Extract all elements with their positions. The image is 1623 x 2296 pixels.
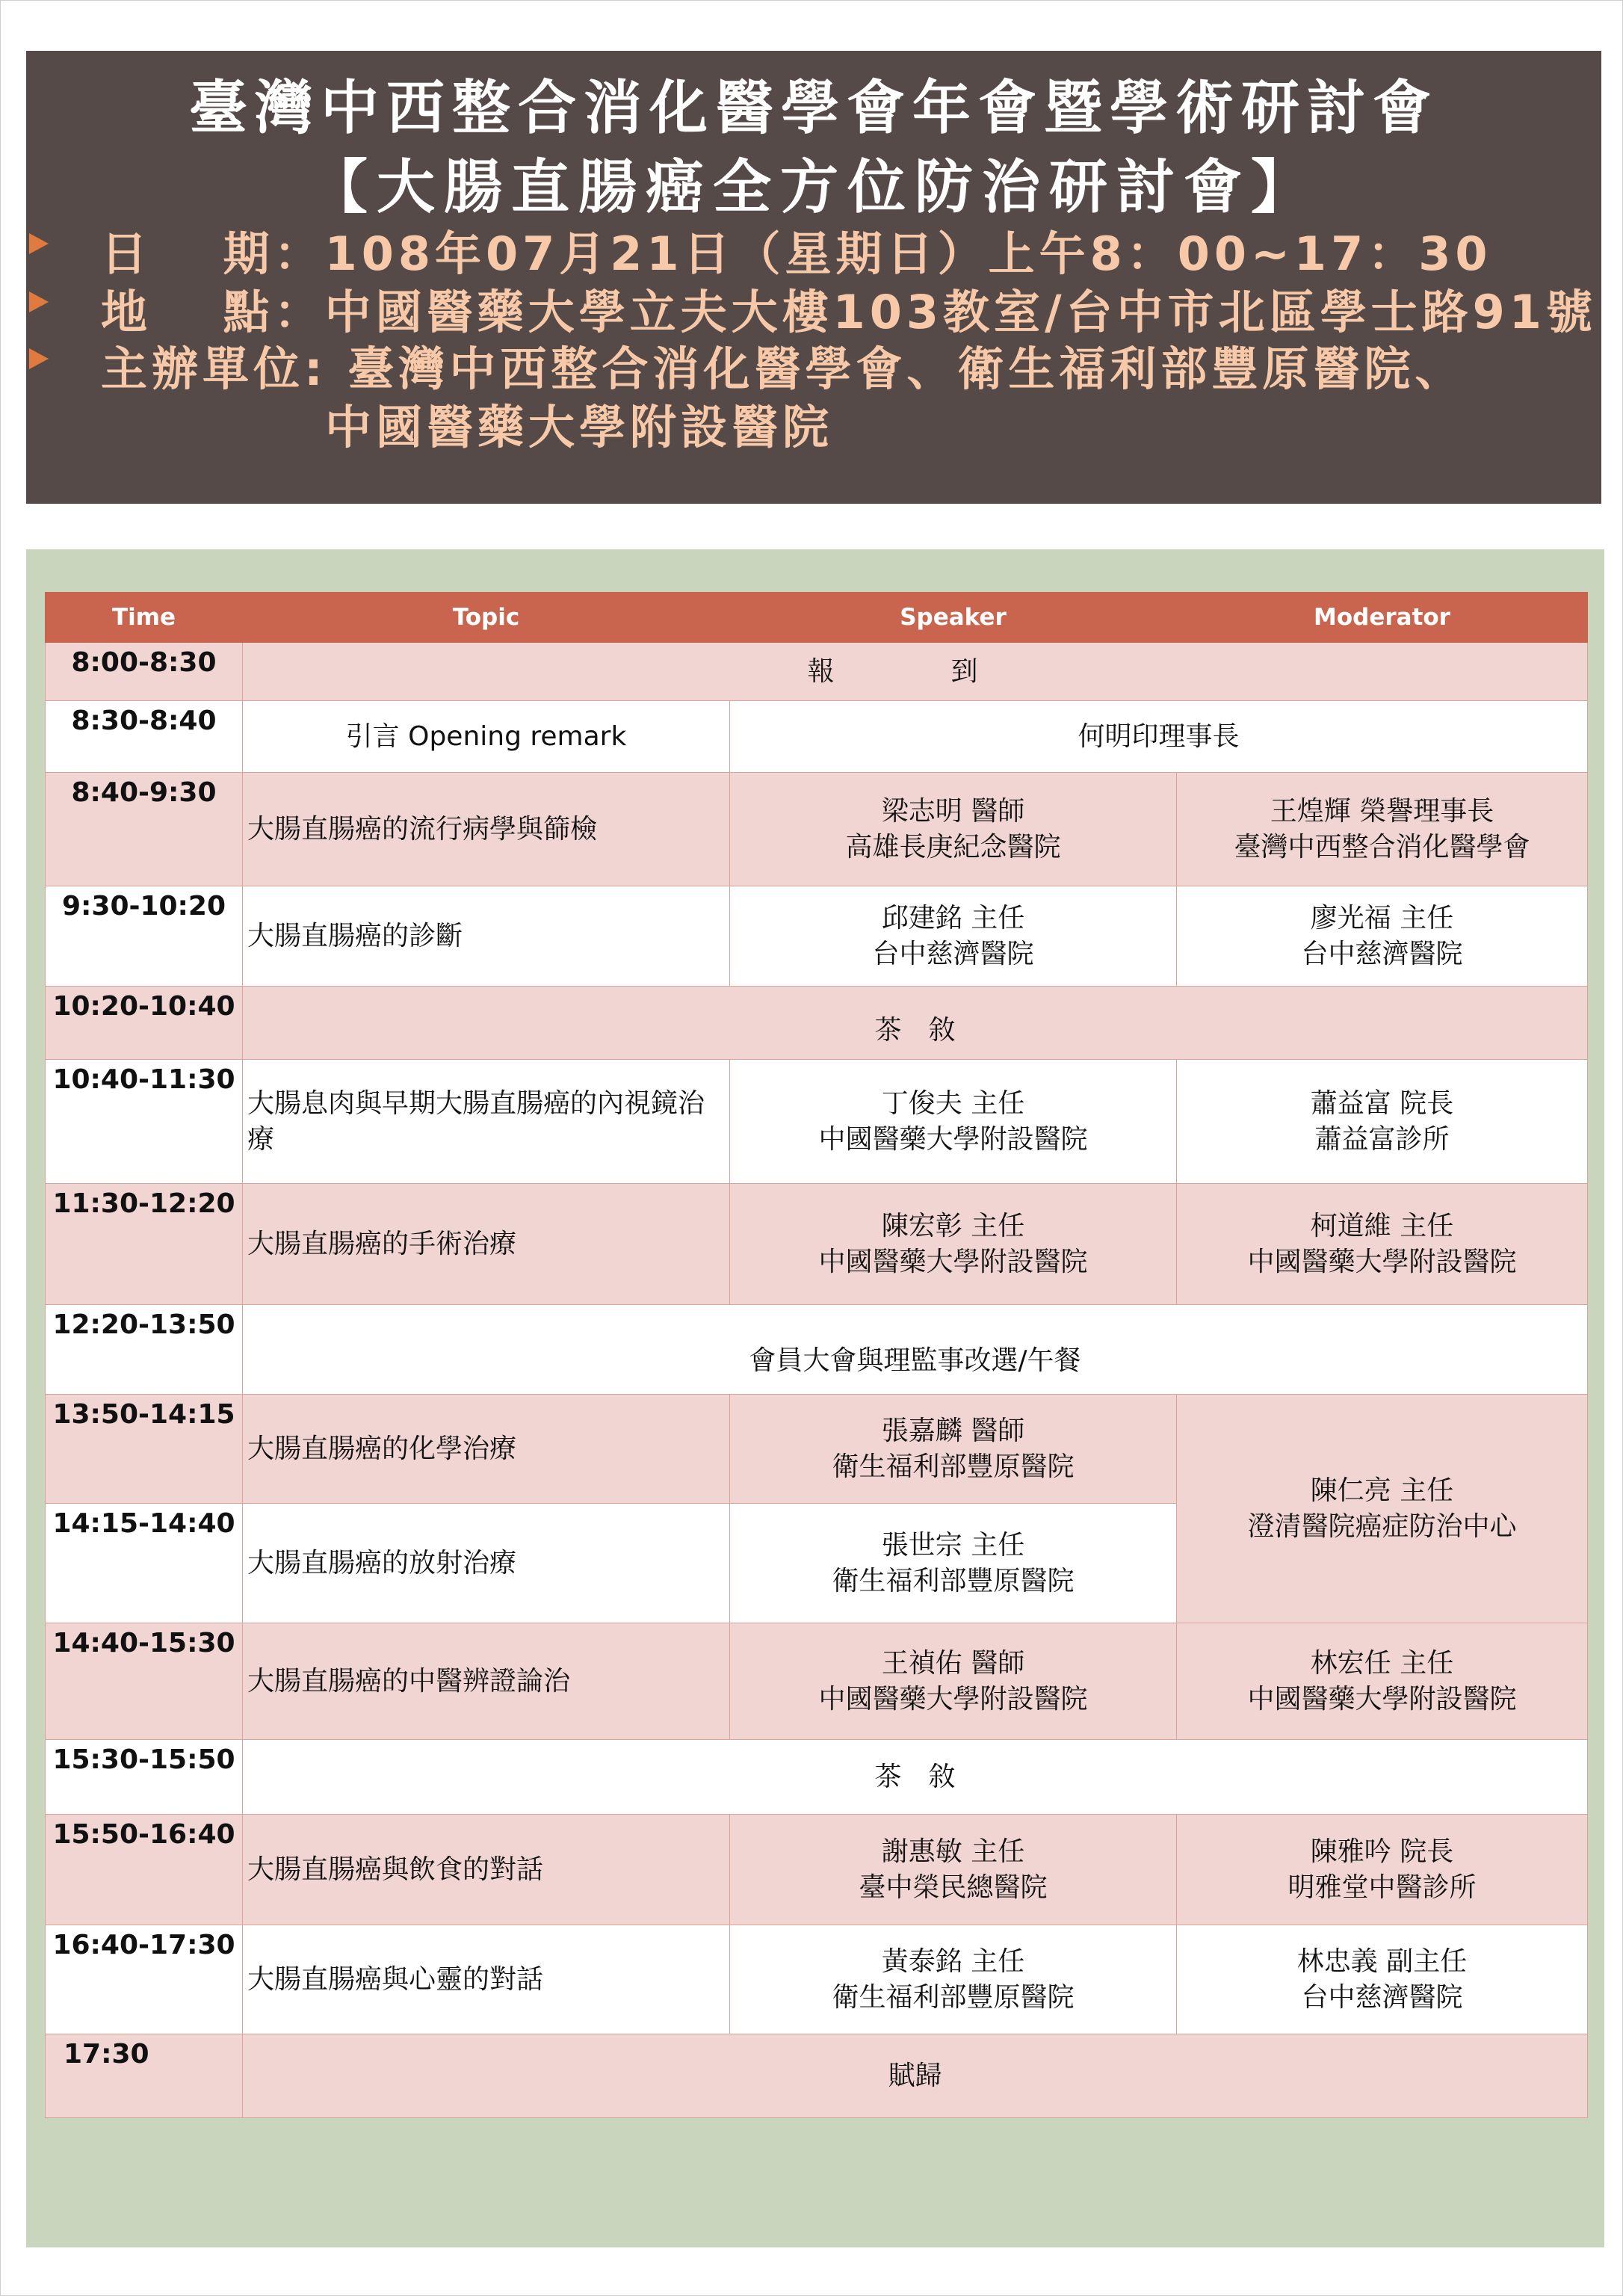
topic-cell: 大腸直腸癌的中醫辨證論治 — [243, 1623, 730, 1740]
speaker-name: 張嘉麟 醫師 — [881, 1415, 1025, 1446]
organizer-text: 主辦單位: 臺灣中西整合消化醫學會、衛生福利部豐原醫院、 — [101, 342, 1466, 396]
moderator-name: 廖光福 主任 — [1310, 902, 1454, 933]
header-time: Time — [46, 593, 243, 643]
moderator-name: 柯道維 主任 — [1310, 1210, 1454, 1241]
speaker-cell — [730, 773, 1177, 886]
header-banner — [26, 51, 1601, 504]
speaker-affiliation: 中國醫藥大學附設醫院 — [818, 1123, 1088, 1155]
moderator-name: 林宏任 主任 — [1310, 1647, 1454, 1679]
moderator-name: 蕭益富 院長 — [1310, 1087, 1454, 1119]
speaker-name: 王禎佑 醫師 — [881, 1647, 1025, 1679]
table-row — [46, 1740, 1588, 1815]
schedule-table — [45, 592, 1588, 2118]
speaker-affiliation: 臺中榮民總醫院 — [859, 1871, 1048, 1903]
speaker-name: 丁俊夫 主任 — [881, 1087, 1025, 1119]
speaker-cell — [730, 1815, 1177, 1925]
moderator-cell — [1177, 1815, 1588, 1925]
table-row — [46, 1395, 1588, 1504]
arrow-bullet-icon — [29, 233, 49, 254]
table-row — [46, 1815, 1588, 1925]
moderator-name: 林忠義 副主任 — [1296, 1945, 1468, 1977]
date-text: 日 期：108年07月21日（星期日）上午8：00~17：30 — [101, 226, 1492, 281]
table-row — [46, 643, 1588, 701]
table-row — [46, 701, 1588, 773]
location-text: 地 點：中國醫藥大學立夫大樓103教室/台中市北區學士路91號 — [101, 285, 1597, 339]
table-row — [46, 886, 1588, 987]
event-cell: 茶 敘 — [243, 1740, 1588, 1815]
speaker-affiliation: 中國醫藥大學附設醫院 — [818, 1683, 1088, 1715]
time-cell: 12:20-13:50 — [46, 1305, 243, 1395]
event-cell: 報 到 — [243, 643, 1588, 701]
arrow-bullet-icon — [29, 291, 49, 312]
speaker-cell — [730, 1184, 1177, 1305]
topic-cell: 大腸直腸癌的放射治療 — [243, 1504, 730, 1623]
table-row — [46, 1305, 1588, 1395]
moderator-affiliation: 中國醫藥大學附設醫院 — [1247, 1683, 1517, 1715]
table-row — [46, 1060, 1588, 1184]
time-cell: 15:30-15:50 — [46, 1740, 243, 1815]
speaker-affiliation: 中國醫藥大學附設醫院 — [818, 1246, 1088, 1277]
speaker-moderator-cell: 何明印理事長 — [730, 701, 1588, 773]
time-cell: 11:30-12:20 — [46, 1184, 243, 1305]
speaker-cell — [730, 1504, 1177, 1623]
speaker-affiliation: 衛生福利部豐原醫院 — [832, 1451, 1075, 1482]
moderator-affiliation: 台中慈濟醫院 — [1301, 938, 1463, 969]
speaker-name: 陳宏彰 主任 — [881, 1210, 1025, 1241]
speaker-cell — [730, 1623, 1177, 1740]
header-moderator: Moderator — [1177, 593, 1588, 643]
moderator-name: 陳雅吟 院長 — [1310, 1836, 1454, 1867]
time-cell: 13:50-14:15 — [46, 1395, 243, 1504]
moderator-name: 王煌輝 榮譽理事長 — [1270, 795, 1494, 827]
topic-cell: 大腸直腸癌的流行病學與篩檢 — [243, 773, 730, 886]
time-cell: 10:20-10:40 — [46, 987, 243, 1060]
table-row — [46, 1184, 1588, 1305]
moderator-affiliation: 明雅堂中醫診所 — [1287, 1871, 1477, 1903]
speaker-affiliation: 衛生福利部豐原醫院 — [832, 1565, 1075, 1596]
moderator-name: 陳仁亮 主任 — [1310, 1475, 1454, 1506]
event-cell: 會員大會與理監事改選/午餐 — [243, 1305, 1588, 1395]
moderator-cell — [1177, 886, 1588, 987]
table-header-row — [46, 593, 1588, 643]
speaker-affiliation: 高雄長庚紀念醫院 — [845, 831, 1061, 862]
time-cell: 14:40-15:30 — [46, 1623, 243, 1740]
moderator-affiliation: 臺灣中西整合消化醫學會 — [1234, 831, 1530, 862]
moderator-affiliation: 澄清醫院癌症防治中心 — [1247, 1510, 1517, 1542]
moderator-cell — [1177, 773, 1588, 886]
topic-cell: 大腸直腸癌與心靈的對話 — [243, 1925, 730, 2034]
time-cell: 17:30 — [46, 2034, 243, 2118]
moderator-affiliation: 台中慈濟醫院 — [1301, 1981, 1463, 2013]
topic-cell: 大腸直腸癌的診斷 — [243, 886, 730, 987]
moderator-cell — [1177, 1925, 1588, 2034]
time-cell: 10:40-11:30 — [46, 1060, 243, 1184]
organizer-text-2: 中國醫藥大學附設醫院 — [325, 400, 834, 454]
moderator-cell — [1177, 1395, 1588, 1623]
speaker-name: 梁志明 醫師 — [881, 795, 1025, 827]
time-cell: 9:30-10:20 — [46, 886, 243, 987]
table-row — [46, 2034, 1588, 2118]
event-cell: 賦歸 — [243, 2034, 1588, 2118]
event-title: 臺灣中西整合消化醫學會年會暨學術研討會 — [188, 75, 1438, 142]
speaker-cell — [730, 1925, 1177, 2034]
moderator-affiliation: 蕭益富診所 — [1314, 1123, 1450, 1155]
speaker-name: 邱建銘 主任 — [881, 902, 1025, 933]
table-row — [46, 773, 1588, 886]
organizer-info-cont — [325, 390, 833, 457]
moderator-cell — [1177, 1060, 1588, 1184]
topic-cell: 引言 Opening remark — [243, 701, 730, 773]
moderator-cell — [1177, 1623, 1588, 1740]
arrow-bullet-icon — [29, 348, 49, 369]
table-row — [46, 1925, 1588, 2034]
header-speaker: Speaker — [730, 593, 1177, 643]
topic-cell: 大腸息肉與早期大腸直腸癌的內視鏡治療 — [243, 1060, 730, 1184]
topic-cell: 大腸直腸癌與飲食的對話 — [243, 1815, 730, 1925]
organizer-info — [101, 332, 1465, 398]
event-cell: 茶 敘 — [243, 987, 1588, 1060]
time-cell: 8:40-9:30 — [46, 773, 243, 886]
topic-cell: 大腸直腸癌的手術治療 — [243, 1184, 730, 1305]
table-row — [46, 987, 1588, 1060]
moderator-affiliation: 中國醫藥大學附設醫院 — [1247, 1246, 1517, 1277]
speaker-affiliation: 衛生福利部豐原醫院 — [832, 1981, 1075, 2013]
speaker-name: 黃泰銘 主任 — [881, 1945, 1025, 1977]
event-subtitle: 【大腸直腸癌全方位防治研討會】 — [309, 154, 1318, 221]
time-cell: 15:50-16:40 — [46, 1815, 243, 1925]
date-info — [101, 217, 1492, 283]
speaker-name: 謝惠敏 主任 — [881, 1836, 1025, 1867]
speaker-cell — [730, 1395, 1177, 1504]
time-cell: 8:30-8:40 — [46, 701, 243, 773]
time-cell: 14:15-14:40 — [46, 1504, 243, 1623]
moderator-cell — [1177, 1184, 1588, 1305]
speaker-name: 張世宗 主任 — [881, 1529, 1025, 1561]
topic-cell: 大腸直腸癌的化學治療 — [243, 1395, 730, 1504]
time-cell: 8:00-8:30 — [46, 643, 243, 701]
speaker-cell — [730, 886, 1177, 987]
speaker-affiliation: 台中慈濟醫院 — [872, 938, 1034, 969]
header-topic: Topic — [243, 593, 730, 643]
speaker-cell — [730, 1060, 1177, 1184]
time-cell: 16:40-17:30 — [46, 1925, 243, 2034]
table-row — [46, 1623, 1588, 1740]
